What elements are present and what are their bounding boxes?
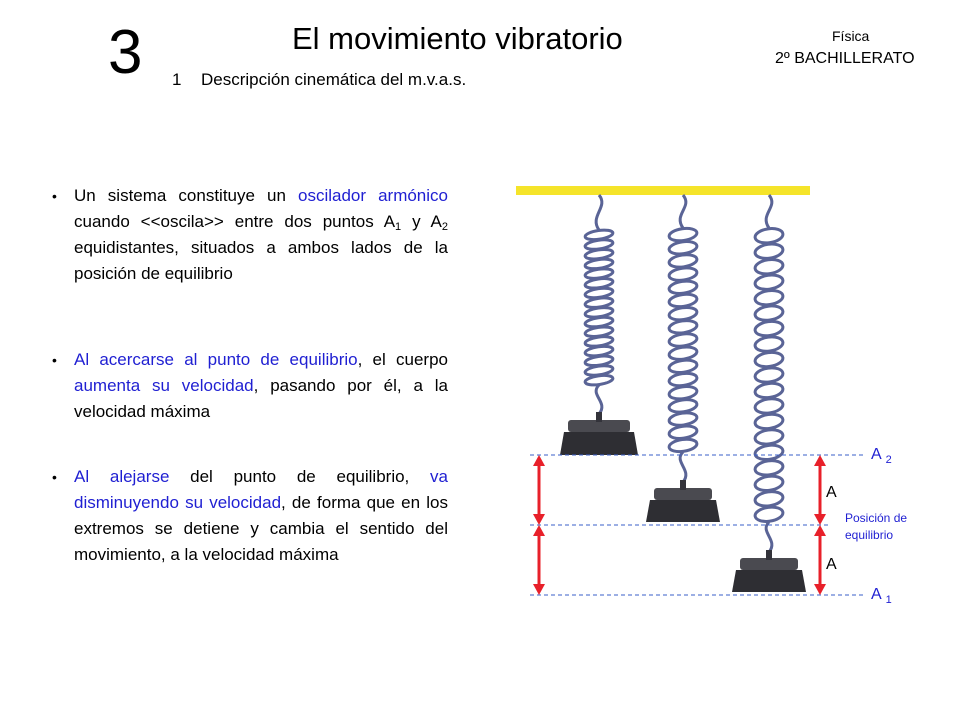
chapter-number: 3 — [108, 18, 143, 87]
mass-lower — [732, 550, 806, 592]
spring-oscillation-figure — [500, 170, 950, 620]
bullet-dot-icon: • — [52, 469, 57, 485]
bullet-alejarse — [52, 464, 448, 568]
spring-upper — [585, 195, 614, 414]
label-equilibrium-line2: equilibrio — [845, 528, 894, 542]
label-a2: A $_2$ — [871, 446, 892, 466]
bullet-dot-icon: • — [52, 352, 57, 368]
section-number: 1 — [172, 70, 182, 89]
label-amplitude-lower: A — [826, 556, 837, 573]
amplitude-arrow-right-upper — [814, 455, 826, 525]
bullet-text: Al acercarse al punto de equilibrio, el cuerpo aumenta su velocidad, pasando por él, a la velocidad máxima — [74, 350, 448, 421]
bullet-dot-icon: • — [52, 188, 57, 204]
bullet-oscilador-armonico — [52, 183, 448, 287]
amplitude-arrow-right-lower — [814, 525, 826, 595]
mass-upper — [560, 412, 638, 455]
label-equilibrium-line1: Posición de — [845, 511, 908, 525]
mass-middle — [646, 480, 720, 522]
course-label: 2º BACHILLERATO — [775, 50, 915, 67]
amplitude-arrow-left-upper — [533, 455, 545, 525]
bullet-acercarse — [52, 347, 448, 425]
amplitude-arrow-left-lower — [533, 525, 545, 595]
subject-label: Física — [832, 28, 870, 44]
spring-middle — [668, 195, 697, 482]
label-amplitude-upper: A — [826, 484, 837, 501]
spring-lower — [754, 195, 784, 552]
page-title: El movimiento vibratorio — [292, 21, 623, 56]
section-title: Descripción cinemática del m.v.a.s. — [201, 70, 467, 89]
label-a1: A $_1$ — [871, 586, 892, 606]
bullet-text: Al alejarse del punto de equilibrio, va disminuyendo su velocidad, de forma que en los extremos se detiene y cambia el sentido del movimiento, a la velocidad máxima — [74, 467, 448, 564]
bullet-text: Un sistema constituye un oscilador armónico cuando <<oscila>> entre dos puntos $A_1$ y $A_2$ equidistantes, situados a ambos lados de la posición de equilibrio — [74, 186, 448, 283]
ceiling-bar — [516, 186, 810, 195]
